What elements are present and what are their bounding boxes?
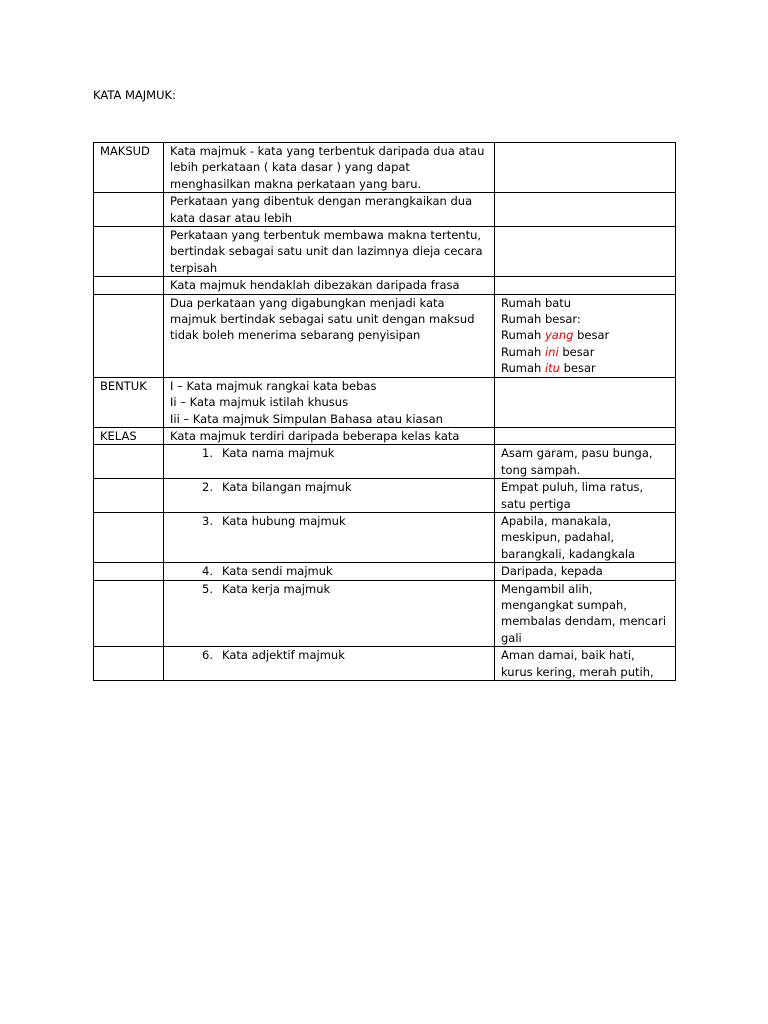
cell-example <box>495 479 676 513</box>
word: besar <box>577 328 610 343</box>
text-line: Perkataan yang dibentuk dengan merangkaikan dua <box>170 194 473 209</box>
list-number: 3. <box>202 513 213 528</box>
list-item: Kata sendi majmuk <box>222 564 333 579</box>
list-item: Kata kerja majmuk <box>222 581 331 596</box>
text-line: lebih perkataan ( kata dasar ) yang dapat <box>170 160 410 175</box>
text-line: Dua perkataan yang digabungkan menjadi kata <box>170 295 445 310</box>
cell-kelas-item <box>164 479 495 513</box>
text-line: bertindak sebagai satu unit dan lazimnya dieja cecara <box>170 244 483 259</box>
cell-example <box>495 647 676 681</box>
list-number: 2. <box>202 480 213 495</box>
table-row <box>94 512 676 562</box>
cell-kelas-item <box>164 647 495 681</box>
table-row <box>94 479 676 513</box>
empty-cell <box>94 294 164 377</box>
word: Rumah <box>501 344 542 359</box>
text-line: Kata majmuk terdiri daripada beberapa kelas kata <box>170 428 460 443</box>
cell-example <box>495 445 676 479</box>
table-row <box>94 445 676 479</box>
text-line: Kata majmuk hendaklah dibezakan daripada frasa <box>170 278 460 293</box>
list-number: 5. <box>202 581 213 596</box>
highlight-word: itu <box>544 361 560 376</box>
cell-kelas-item <box>164 445 495 479</box>
list-number: 1. <box>202 446 213 461</box>
cell-kelas-intro <box>164 427 495 444</box>
empty-cell <box>495 143 676 193</box>
cell-kelas-item <box>164 512 495 562</box>
word: Rumah <box>501 328 542 343</box>
text-line: Aman damai, baik hati, <box>501 648 635 663</box>
cell-contoh <box>495 294 676 377</box>
highlight-word: yang <box>544 328 574 343</box>
table-row <box>94 193 676 227</box>
text-line: gali <box>501 630 522 645</box>
empty-cell <box>94 479 164 513</box>
list-item: Kata nama majmuk <box>222 446 335 461</box>
empty-cell <box>94 227 164 277</box>
row-label-maksud: MAKSUD <box>94 143 164 193</box>
word: besar <box>563 361 596 376</box>
text-line: Rumah batu <box>501 295 572 310</box>
text-line <box>501 327 669 343</box>
cell-example <box>495 563 676 580</box>
empty-cell <box>94 580 164 647</box>
text-line: Daripada, kepada <box>501 564 603 579</box>
list-item: Kata adjektif majmuk <box>222 648 345 663</box>
cell-maksud-5 <box>164 294 495 377</box>
text-line: Ii – Kata majmuk istilah khusus <box>170 395 349 410</box>
empty-cell <box>94 563 164 580</box>
text-line: Rumah besar: <box>501 312 581 327</box>
text-line: Iii – Kata majmuk Simpulan Bahasa atau kiasan <box>170 411 443 426</box>
text-line <box>501 344 669 360</box>
cell-maksud-3 <box>164 227 495 277</box>
cell-maksud-4 <box>164 277 495 294</box>
text-line: Empat puluh, lima ratus, <box>501 480 644 495</box>
table-row <box>94 427 676 444</box>
list-item: Kata hubung majmuk <box>222 513 346 528</box>
word: besar <box>562 344 595 359</box>
text-line: menghasilkan makna perkataan yang baru. <box>170 176 422 191</box>
text-line: I – Kata majmuk rangkai kata bebas <box>170 378 377 393</box>
text-line: membalas dendam, mencari <box>501 614 667 629</box>
cell-maksud-1 <box>164 143 495 193</box>
table-row <box>94 277 676 294</box>
empty-cell <box>495 277 676 294</box>
text-line: Kata majmuk - kata yang terbentuk daripada dua atau <box>170 144 485 158</box>
text-line: Apabila, manakala, <box>501 513 612 528</box>
empty-cell <box>94 512 164 562</box>
cell-bentuk <box>164 377 495 427</box>
word: Rumah <box>501 361 542 376</box>
text-line: Mengambil alih, <box>501 581 593 596</box>
empty-cell <box>94 277 164 294</box>
table-row <box>94 563 676 580</box>
empty-cell <box>94 193 164 227</box>
list-number: 6. <box>202 648 213 663</box>
highlight-word: ini <box>544 344 559 359</box>
text-line: terpisah <box>170 260 218 275</box>
text-line: Perkataan yang terbentuk membawa makna tertentu, <box>170 228 482 243</box>
empty-cell <box>94 445 164 479</box>
table-row <box>94 143 676 193</box>
text-line: mengangkat sumpah, <box>501 597 627 612</box>
row-label-bentuk: BENTUK <box>94 377 164 427</box>
text-line <box>501 360 669 376</box>
cell-kelas-item <box>164 580 495 647</box>
text-line: tidak boleh menerima sebarang penyisipan <box>170 328 421 343</box>
page-title: KATA MAJMUK: <box>93 88 176 102</box>
table-row <box>94 377 676 427</box>
text-line: meskipun, padahal, <box>501 530 615 545</box>
empty-cell <box>495 193 676 227</box>
empty-cell <box>495 227 676 277</box>
text-line: majmuk bertindak sebagai satu unit dengan maksud <box>170 312 475 327</box>
text-line: barangkali, kadangkala <box>501 546 636 561</box>
cell-example <box>495 580 676 647</box>
cell-example <box>495 512 676 562</box>
cell-maksud-2 <box>164 193 495 227</box>
list-item: Kata bilangan majmuk <box>222 480 352 495</box>
kata-majmuk-table <box>93 142 676 681</box>
cell-kelas-item <box>164 563 495 580</box>
text-line: tong sampah. <box>501 462 581 477</box>
empty-cell <box>94 647 164 681</box>
empty-cell <box>495 427 676 444</box>
empty-cell <box>495 377 676 427</box>
text-line: satu pertiga <box>501 496 571 511</box>
table-row <box>94 580 676 647</box>
table-row <box>94 647 676 681</box>
list-number: 4. <box>202 564 213 579</box>
text-line: kurus kering, merah putih, <box>501 664 654 679</box>
text-line: Asam garam, pasu bunga, <box>501 446 653 461</box>
table-row <box>94 294 676 377</box>
row-label-kelas: KELAS <box>94 427 164 444</box>
table-row <box>94 227 676 277</box>
text-line: kata dasar atau lebih <box>170 210 293 225</box>
